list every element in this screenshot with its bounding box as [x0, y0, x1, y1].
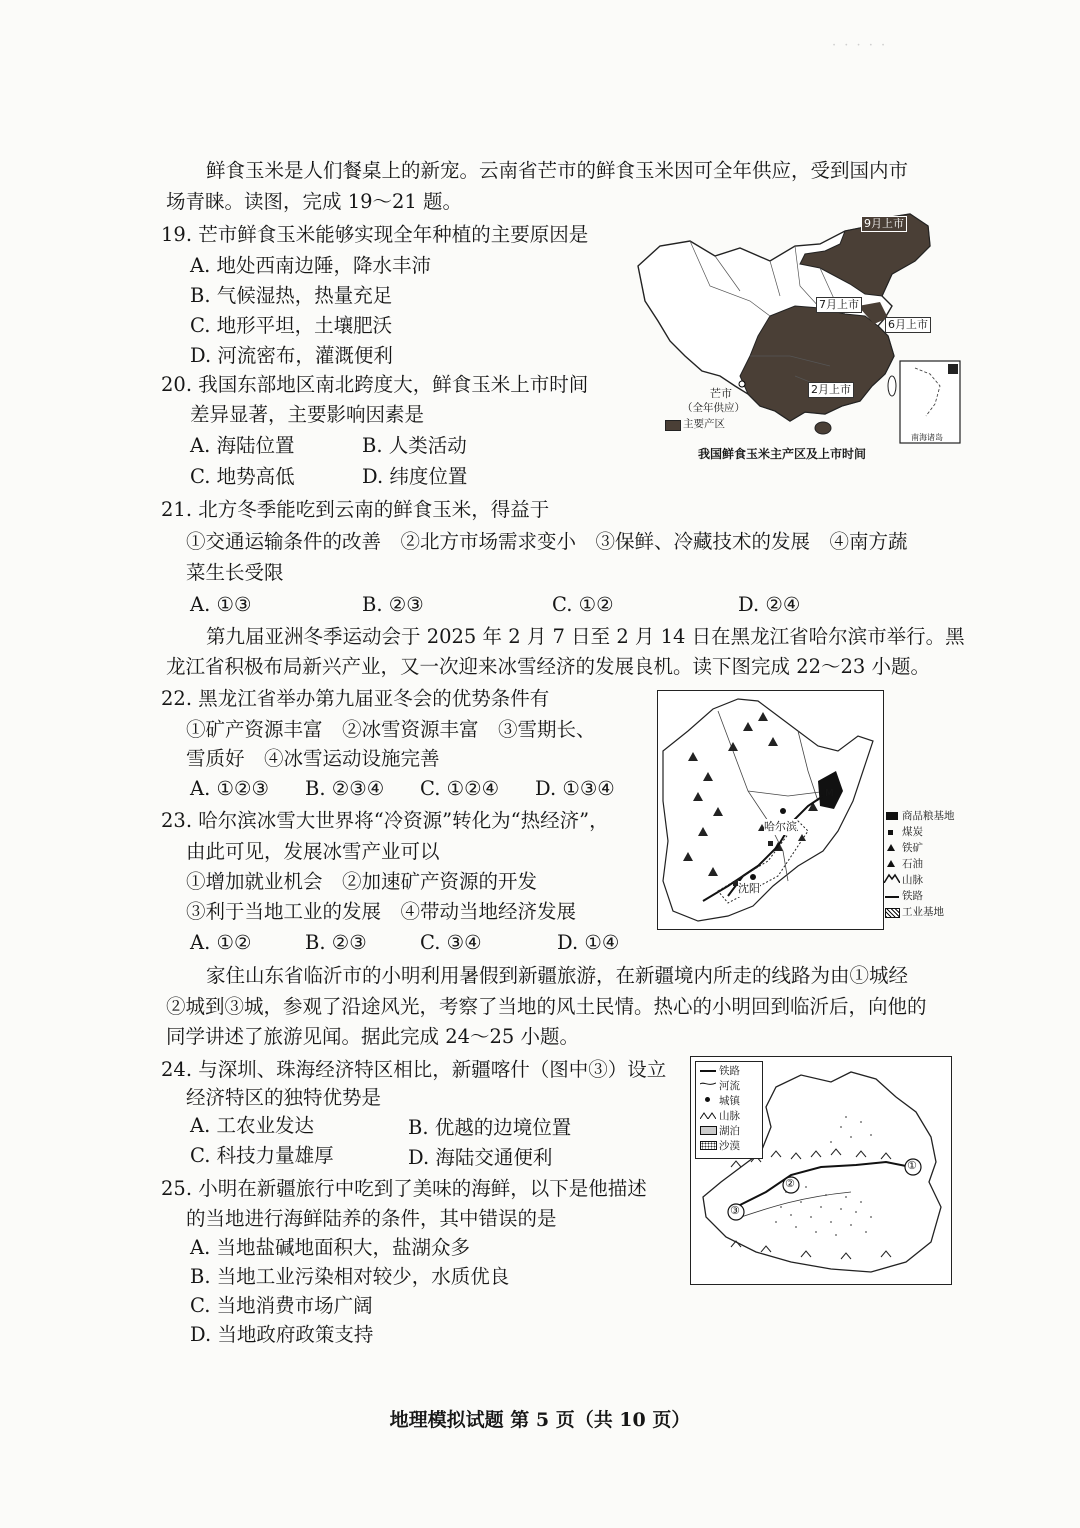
q24-stem-line2: 经济特区的独特优势是: [186, 1086, 382, 1109]
q23-items-line1: ①增加就业机会 ②加速矿产资源的开发: [186, 870, 538, 893]
legend-desert-icon: [700, 1141, 717, 1150]
q23-option-a[interactable]: A. ①②: [190, 931, 252, 954]
xinjiang-legend-box: [695, 1061, 763, 1159]
q21-items-line2: 菜生长受限: [186, 561, 284, 584]
q22-option-d[interactable]: D. ①③④: [535, 777, 615, 800]
q21-option-d[interactable]: D. ②④: [738, 593, 801, 616]
xinjiang-map-frame: [690, 1056, 952, 1285]
legend-industrial-icon: [885, 908, 900, 918]
q21-option-b[interactable]: B. ②③: [362, 593, 424, 616]
q22-option-c[interactable]: C. ①②④: [420, 777, 500, 800]
q19-option-c[interactable]: C. 地形平坦，土壤肥沃: [190, 314, 393, 337]
q19-option-b[interactable]: B. 气候湿热，热量充足: [190, 284, 393, 307]
legend-mountain: 山脉: [719, 1110, 740, 1122]
label-jun-market: 6月上市: [885, 317, 931, 333]
legend-railway: 铁路: [902, 890, 923, 902]
q25-option-b[interactable]: B. 当地工业污染相对较少，水质优良: [190, 1265, 510, 1288]
q23-stem-line2: 由此可见，发展冰雪产业可以: [186, 840, 440, 863]
q24-option-d[interactable]: D. 海陆交通便利: [408, 1146, 553, 1169]
legend-desert: 沙漠: [719, 1140, 740, 1152]
taiwan-island: [888, 376, 896, 396]
legend-mountain-icon: [884, 873, 900, 883]
page-footer: 地理模拟试题 第 5 页（共 10 页）: [389, 1409, 691, 1431]
q21-items-line1: ①交通运输条件的改善 ②北方市场需求变小 ③保鲜、冷藏技术的发展 ④南方蔬: [186, 530, 908, 553]
hainan-island: [815, 422, 831, 434]
legend-swatch-main-area: [665, 420, 681, 431]
q25-option-d[interactable]: D. 当地政府政策支持: [190, 1323, 374, 1346]
q19-option-a[interactable]: A. 地处西南边陲，降水丰沛: [190, 254, 431, 277]
inset-label: 南海诸岛: [911, 433, 943, 442]
q22-items-line1: ①矿产资源丰富 ②冰雪资源丰富 ③雪期长、: [186, 718, 596, 741]
legend-mountain: 山脉: [902, 874, 923, 886]
legend-coal-icon: [888, 830, 893, 835]
s2-intro-line2: 龙江省积极布局新兴产业，又一次迎来冰雪经济的发展良机。读下图完成 22～23 小题。: [166, 655, 931, 678]
q24-option-a[interactable]: A. 工农业发达: [190, 1114, 314, 1137]
q24-option-c[interactable]: C. 科技力量雄厚: [190, 1144, 334, 1167]
q23-option-d[interactable]: D. ①④: [557, 931, 620, 954]
legend-river: 河流: [719, 1080, 740, 1092]
legend-iron: 铁矿: [902, 842, 923, 854]
q25-stem-line1: 25. 小明在新疆旅行中吃到了美味的海鲜，以下是他描述: [161, 1177, 647, 1200]
city-harbin-label: 哈尔滨: [764, 820, 797, 833]
s2-intro-line1: 第九届亚洲冬季运动会于 2025 年 2 月 7 日至 2 月 14 日在黑龙江省哈尔滨市举行。黑: [206, 625, 965, 648]
q20-option-c[interactable]: C. 地势高低: [190, 465, 295, 488]
northeast-map-svg: [658, 691, 883, 929]
mangshi-dot: [739, 381, 745, 387]
q23-items-line2: ③利于当地工业的发展 ④带动当地经济发展: [186, 900, 577, 923]
s3-intro-line1: 家住山东省临沂市的小明利用暑假到新疆旅游，在新疆境内所走的线路为由①城经: [206, 964, 909, 987]
city-2-label: ②: [785, 1177, 795, 1190]
q22-option-b[interactable]: B. ②③④: [305, 777, 385, 800]
northeast-map-frame: [657, 690, 884, 930]
northeast-map-legend: [884, 808, 984, 928]
harbin-dot: [780, 808, 786, 814]
legend-railway-icon: [700, 1070, 716, 1072]
q22-option-a[interactable]: A. ①②③: [190, 777, 269, 800]
label-year-round: （全年供应）: [682, 402, 745, 414]
q20-option-a[interactable]: A. 海陆位置: [190, 434, 295, 457]
legend-river-icon: [700, 1081, 716, 1087]
label-jul-market: 7月上市: [816, 297, 862, 313]
q23-option-b[interactable]: B. ②③: [305, 931, 367, 954]
s1-intro-line1: 鲜食玉米是人们餐桌上的新宠。云南省芒市的鲜食玉米因可全年供应，受到国内市: [206, 159, 909, 182]
q23-stem-line1: 23. 哈尔滨冰雪大世界将“冷资源”转化为“热经济”，: [161, 809, 609, 832]
label-sep-market: 9月上市: [861, 216, 907, 232]
legend-iron-icon: [887, 844, 895, 851]
q24-option-b[interactable]: B. 优越的边境位置: [408, 1116, 572, 1139]
q25-option-c[interactable]: C. 当地消费市场广阔: [190, 1294, 373, 1317]
q21-stem: 21. 北方冬季能吃到云南的鲜食玉米，得益于: [161, 498, 550, 521]
legend-oil-icon: [887, 860, 895, 867]
q25-option-a[interactable]: A. 当地盐碱地面积大，盐湖众多: [190, 1236, 470, 1259]
legend-grain-swatch: [886, 812, 898, 820]
q19-stem: 19. 芒市鲜食玉米能够实现全年种植的主要原因是: [161, 223, 589, 246]
shenyang-dot: [750, 874, 756, 880]
s1-intro-line2: 场青睐。读图，完成 19～21 题。: [166, 190, 463, 213]
legend-grain: 商品粮基地: [902, 810, 955, 822]
legend-mountain-icon: [700, 1111, 716, 1119]
northeast-outline: [663, 699, 873, 921]
q20-option-d[interactable]: D. 纬度位置: [362, 465, 468, 488]
legend-town: 城镇: [719, 1095, 740, 1107]
legend-railway: 铁路: [719, 1065, 740, 1077]
legend-railway-icon: [885, 896, 899, 898]
inset-dark-corner: [948, 364, 958, 374]
label-feb-market: 2月上市: [808, 382, 854, 398]
q22-items-line2: 雪质好 ④冰雪运动设施完善: [186, 747, 440, 770]
q21-option-c[interactable]: C. ①②: [552, 593, 614, 616]
q19-option-d[interactable]: D. 河流密布，灌溉便利: [190, 344, 393, 367]
q20-stem-line2: 差异显著，主要影响因素是: [190, 403, 425, 426]
s3-intro-line2: ②城到③城，参观了沿途风光，考察了当地的风土民情。热心的小明回到临沂后，向他的: [166, 995, 927, 1018]
city-m-label: M: [825, 788, 834, 799]
legend-coal: 煤炭: [902, 826, 923, 838]
legend-lake-icon: [700, 1126, 717, 1135]
legend-oil: 石油: [902, 858, 923, 870]
q21-option-a[interactable]: A. ①③: [190, 593, 252, 616]
city-shenyang-label: 沈阳: [738, 882, 760, 895]
q23-option-c[interactable]: C. ③④: [420, 931, 482, 954]
q22-stem: 22. 黑龙江省举办第九届亚冬会的优势条件有: [161, 687, 550, 710]
city-1-label: ①: [907, 1159, 917, 1172]
china-corn-map-figure: [630, 206, 975, 474]
legend-main-area: 主要产区: [683, 418, 725, 430]
q20-option-b[interactable]: B. 人类活动: [362, 434, 467, 457]
s3-intro-line3: 同学讲述了旅游见闻。据此完成 24～25 小题。: [166, 1025, 580, 1048]
legend-town-icon: [705, 1097, 710, 1102]
city-3-label: ③: [730, 1204, 740, 1217]
legend-industrial: 工业基地: [902, 906, 944, 918]
map1-caption: 我国鲜食玉米主产区及上市时间: [698, 447, 867, 461]
label-mangshi: 芒市: [710, 387, 732, 400]
q20-stem-line1: 20. 我国东部地区南北跨度大，鲜食玉米上市时间: [161, 373, 589, 396]
q25-stem-line2: 的当地进行海鲜陆养的条件，其中错误的是: [186, 1207, 557, 1230]
legend-lake: 湖泊: [719, 1125, 740, 1137]
faint-header-mark: · · · · ·: [832, 38, 888, 53]
q24-stem-line1: 24. 与深圳、珠海经济特区相比，新疆喀什（图中③）设立: [161, 1058, 667, 1081]
